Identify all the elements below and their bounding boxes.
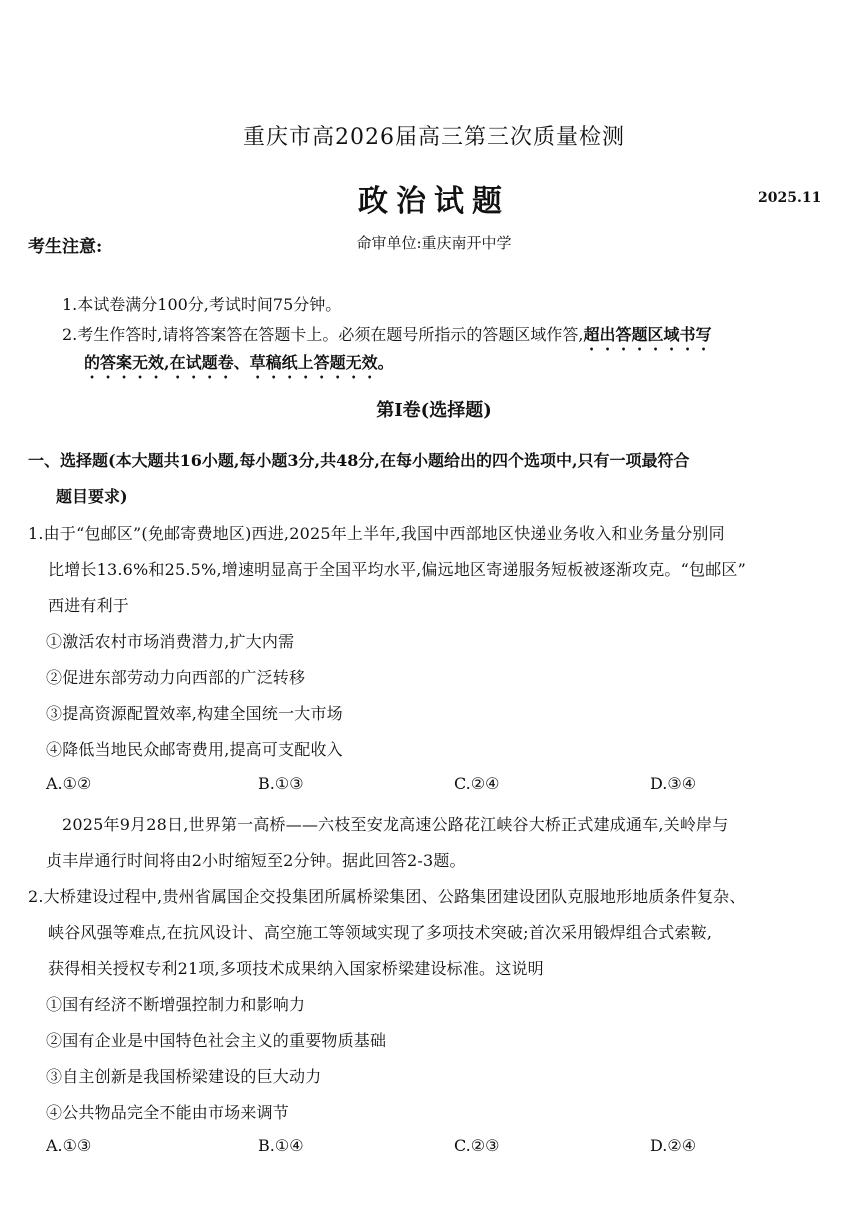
q1-option-a: A.①② bbox=[46, 774, 92, 793]
q1-option-b: B.①③ bbox=[258, 774, 304, 793]
section-heading: 第Ⅰ卷(选择题) bbox=[376, 400, 492, 421]
authoring-unit: 命审单位:重庆南开中学 bbox=[356, 234, 512, 252]
q2-statement-3: ③自主创新是我国桥梁建设的巨大动力 bbox=[46, 1067, 322, 1086]
notice-heading: 考生注意: bbox=[28, 237, 103, 257]
q1-statement-4: ④降低当地民众邮寄费用,提高可支配收入 bbox=[46, 740, 343, 759]
notice-item-2-emphasis: 超出答题区域书写 bbox=[583, 325, 712, 344]
notice-item-2-line-2: 的答案无效,在试题卷、草稿纸上答题无效。 bbox=[84, 353, 394, 372]
notice-item-1: 1.本试卷满分100分,考试时间75分钟。 bbox=[62, 295, 342, 314]
q1-statement-2: ②促进东部劳动力向西部的广泛转移 bbox=[46, 668, 306, 687]
material-line-2: 贞丰岸通行时间将由2小时缩短至2分钟。据此回答2-3题。 bbox=[46, 851, 466, 870]
notice-item-2-text: 2.考生作答时,请将答案答在答题卡上。必须在题号所指示的答题区域作答, bbox=[62, 325, 584, 344]
q1-stem-line-1: 1.由于“包邮区”(免邮寄费地区)西进,2025年上半年,我国中西部地区快递业务收入和业务量分别同 bbox=[28, 524, 725, 543]
q2-statement-1: ①国有经济不断增强控制力和影响力 bbox=[46, 995, 306, 1014]
q1-statement-3: ③提高资源配置效率,构建全国统一大市场 bbox=[46, 704, 343, 723]
q1-statement-1: ①激活农村市场消费潜力,扩大内需 bbox=[46, 632, 295, 651]
q1-stem-line-2: 比增长13.6%和25.5%,增速明显高于全国平均水平,偏远地区寄递服务短板被逐渐攻克。“包邮区” bbox=[48, 560, 746, 579]
q1-option-d: D.③④ bbox=[650, 774, 697, 793]
part1-instructions-line-1: 一、选择题(本大题共16小题,每小题3分,共48分,在每小题给出的四个选项中,只有一项最符合 bbox=[28, 451, 690, 470]
part1-instructions-line-2: 题目要求) bbox=[56, 487, 128, 506]
exam-date: 2025.11 bbox=[758, 190, 822, 206]
q1-option-c: C.②④ bbox=[454, 774, 500, 793]
q2-option-b: B.①④ bbox=[258, 1136, 304, 1155]
material-line-1: 2025年9月28日,世界第一高桥——六枝至安龙高速公路花江峡谷大桥正式建成通车,关岭岸与 bbox=[62, 815, 729, 834]
q2-stem-line-1: 2.大桥建设过程中,贵州省属国企交投集团所属桥梁集团、公路集团建设团队克服地形地质条件复杂、 bbox=[28, 887, 746, 906]
q1-stem-line-3: 西进有利于 bbox=[48, 596, 130, 615]
q2-option-c: C.②③ bbox=[454, 1136, 500, 1155]
q2-stem-line-2: 峡谷风强等难点,在抗风设计、高空施工等领域实现了多项技术突破;首次采用锻焊组合式索鞍, bbox=[48, 923, 713, 942]
q2-option-a: A.①③ bbox=[46, 1136, 92, 1155]
q2-statement-2: ②国有企业是中国特色社会主义的重要物质基础 bbox=[46, 1031, 387, 1050]
exam-title: 政治试题 bbox=[358, 184, 510, 219]
q2-option-d: D.②④ bbox=[650, 1136, 697, 1155]
q2-statement-4: ④公共物品完全不能由市场来调节 bbox=[46, 1103, 290, 1122]
q2-stem-line-3: 获得相关授权专利21项,多项技术成果纳入国家桥梁建设标准。这说明 bbox=[48, 959, 544, 978]
exam-subtitle: 重庆市高2026届高三第三次质量检测 bbox=[243, 125, 625, 150]
